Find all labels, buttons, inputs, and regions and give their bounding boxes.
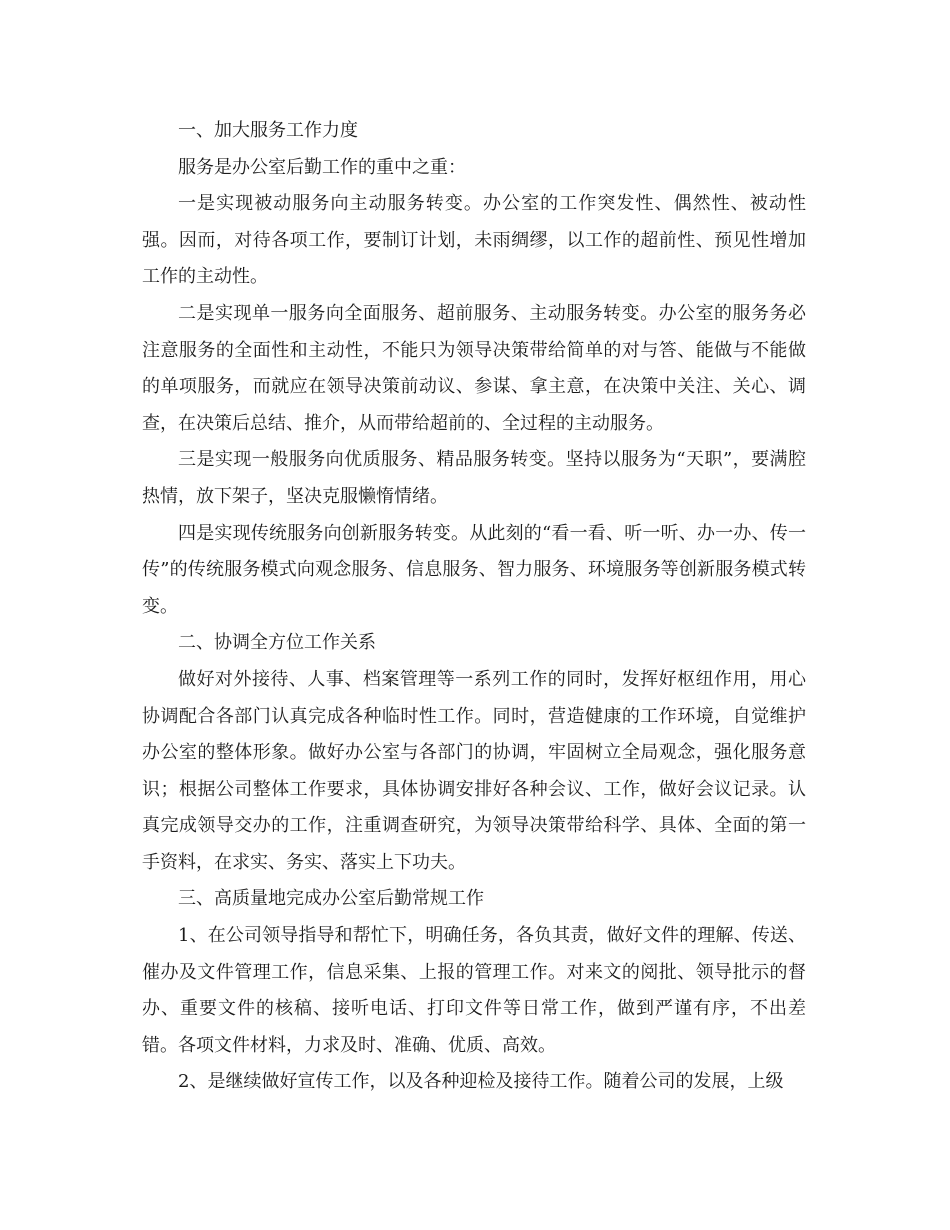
- heading-routine-work: 三、高质量地完成办公室后勤常规工作: [178, 888, 484, 910]
- paragraph: 1、在公司领导指导和帮忙下，明确任务，各负其责，做好文件的理解、传送、催办及文件管理工作，信息采集、上报的管理工作。对来文的阅批、领导批示的督办、重要文件的核稿、接听电话、打印文件等日常工作，做到严谨有序，不出差错。各项文件材料，力求及时、准确、优质、高效。: [142, 925, 806, 1056]
- paragraph: 做好对外接待、人事、档案管理等一系列工作的同时，发挥好枢纽作用，用心协调配合各部门认真完成各种临时性工作。同时，营造健康的工作环境，自觉维护办公室的整体形象。做好办公室与各部门的协调，牢固树立全局观念，强化服务意识；根据公司整体工作要求，具体协调安排好各种会议、工作，做好会议记录。认真完成领导交办的工作，注重调查研究，为领导决策带给科学、具体、全面的第一手资料，在求实、务实、落实上下功夫。: [142, 668, 806, 873]
- paragraph: 一是实现被动服务向主动服务转变。办公室的工作突发性、偶然性、被动性强。因而，对待各项工作，要制订计划，未雨绸缪，以工作的超前性、预见性增加工作的主动性。: [142, 193, 806, 288]
- paragraph: 二是实现单一服务向全面服务、超前服务、主动服务转变。办公室的服务务必注意服务的全面性和主动性，不能只为领导决策带给简单的对与答、能做与不能做的单项服务，而就应在领导决策前动议、参谋、拿主意，在决策中关注、关心、调查，在决策后总结、推介，从而带给超前的、全过程的主动服务。: [142, 302, 806, 434]
- paragraph: 服务是办公室后勤工作的重中之重：: [178, 156, 466, 178]
- heading-coordination: 二、协调全方位工作关系: [178, 632, 376, 654]
- heading-service: 一、加大服务工作力度: [178, 120, 358, 141]
- paragraph: 四是实现传统服务向创新服务转变。从此刻的“看一看、听一听、办一办、传一传”的传统服务模式向观念服务、信息服务、智力服务、环境服务等创新服务模式转变。: [142, 522, 806, 617]
- paragraph: 2、是继续做好宣传工作，以及各种迎检及接待工作。随着公司的发展，上级: [178, 1071, 784, 1093]
- document-body: [142, 113, 806, 1101]
- paragraph: 三是实现一般服务向优质服务、精品服务转变。坚持以服务为“天职”，要满腔热情，放下架子，坚决克服懒惰情绪。: [142, 449, 806, 507]
